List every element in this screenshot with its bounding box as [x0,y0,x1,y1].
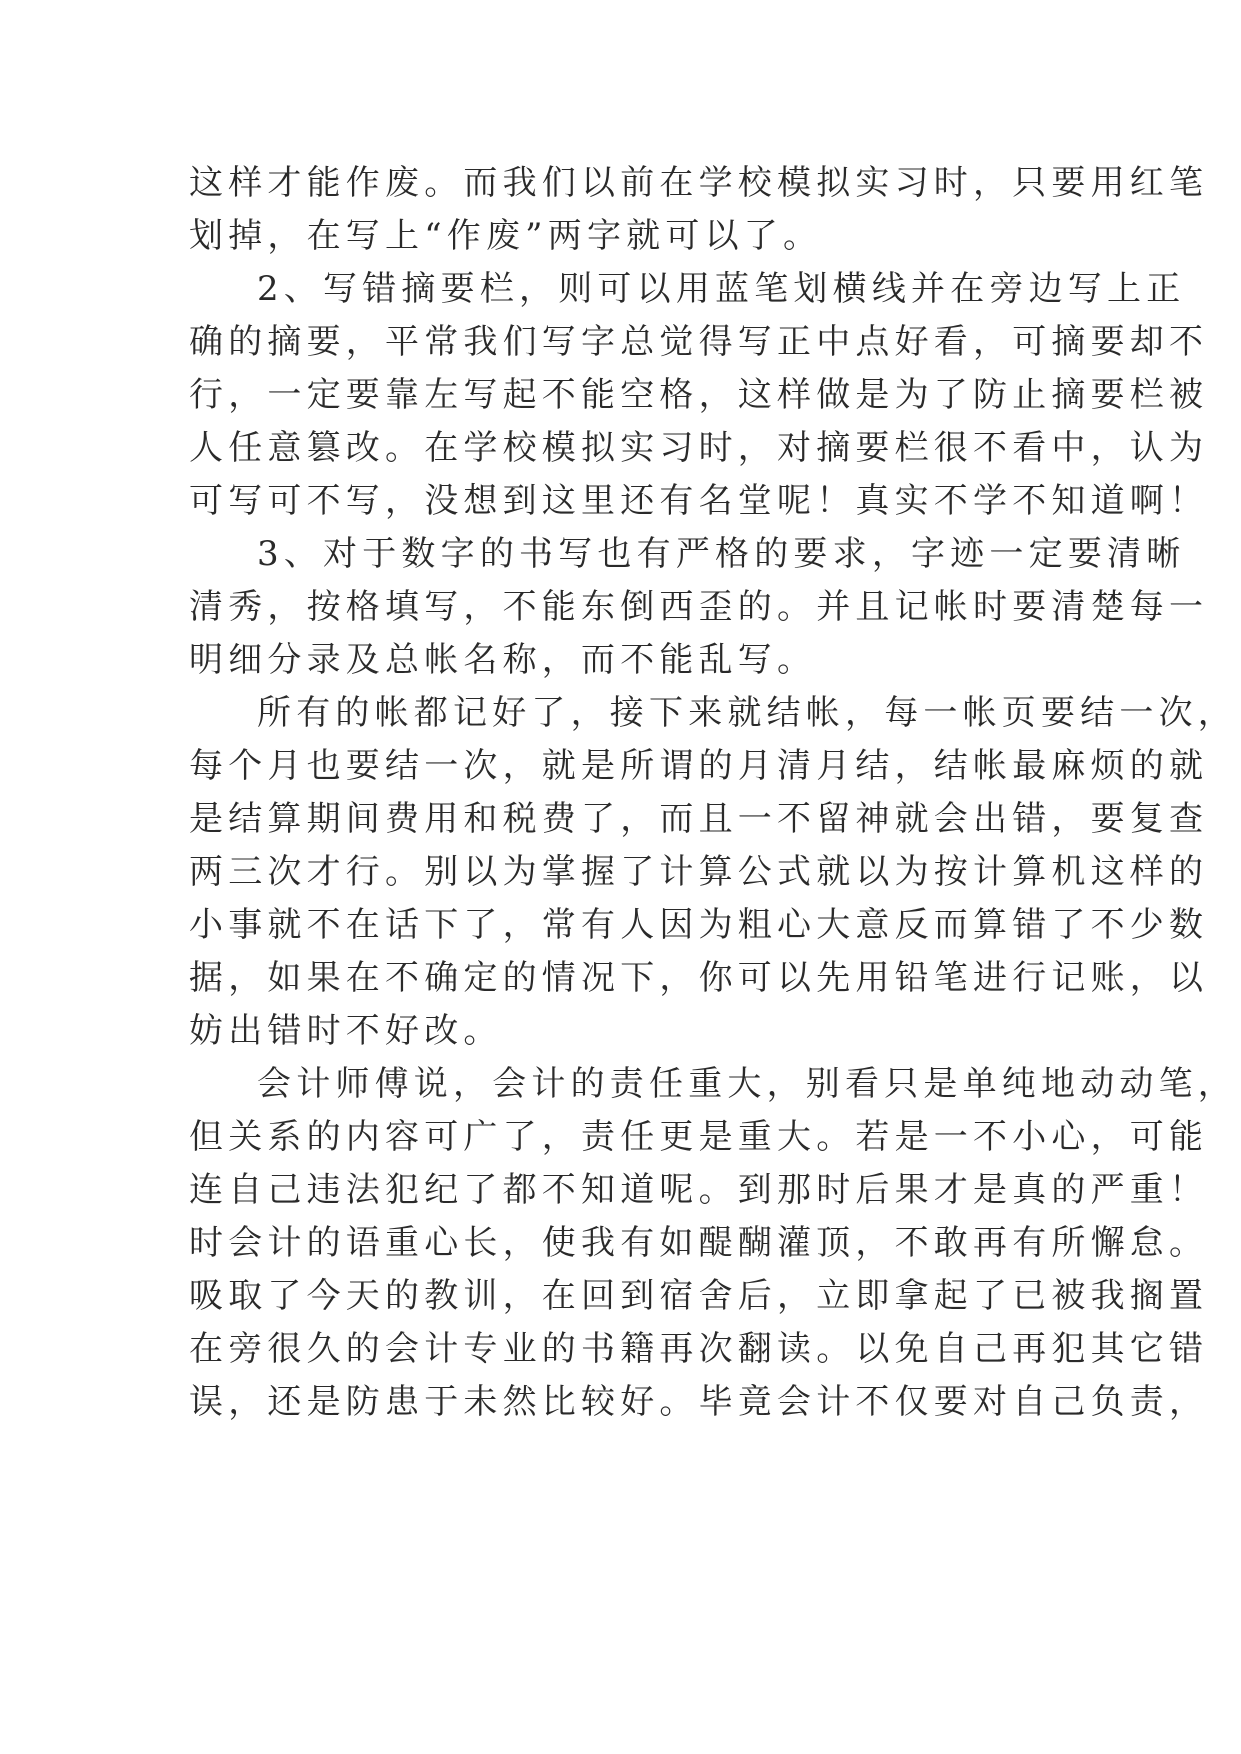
text-line: 吸取了今天的教训，在回到宿舍后，立即拿起了已被我搁置 [189,1276,1209,1316]
text-line: 3、对于数字的书写也有严格的要求，字迹一定要清晰 [257,534,1186,574]
text-line: 划掉，在写上“作废”两字就可以了。 [189,216,823,256]
text-line: 两三次才行。别以为掌握了计算公式就以为按计算机这样的 [189,852,1209,892]
text-line: 小事就不在话下了，常有人因为粗心大意反而算错了不少数 [189,905,1209,945]
text-line: 可写可不写，没想到这里还有名堂呢！真实不学不知道啊！ [189,481,1209,521]
text-line: 在旁很久的会计专业的书籍再次翻读。以免自己再犯其它错 [189,1329,1209,1369]
text-line: 这样才能作废。而我们以前在学校模拟实习时，只要用红笔 [189,163,1209,203]
text-line: 据，如果在不确定的情况下，你可以先用铅笔进行记账，以 [189,958,1209,998]
text-line: 清秀，按格填写，不能东倒西歪的。并且记帐时要清楚每一 [189,587,1209,627]
text-line: 所有的帐都记好了，接下来就结帐，每一帐页要结一次， [257,693,1237,733]
text-line: 每个月也要结一次，就是所谓的月清月结，结帐最麻烦的就 [189,746,1209,786]
text-line: 误，还是防患于未然比较好。毕竟会计不仅要对自己负责， [189,1382,1209,1422]
text-line: 会计师傅说，会计的责任重大，别看只是单纯地动动笔， [257,1064,1237,1104]
text-line: 是结算期间费用和税费了，而且一不留神就会出错，要复查 [189,799,1209,839]
text-line: 但关系的内容可广了，责任更是重大。若是一不小心，可能 [189,1117,1209,1157]
text-line: 行，一定要靠左写起不能空格，这样做是为了防止摘要栏被 [189,375,1209,415]
text-line: 人任意篡改。在学校模拟实习时，对摘要栏很不看中，认为 [189,428,1209,468]
text-line: 确的摘要，平常我们写字总觉得写正中点好看，可摘要却不 [189,322,1209,362]
text-line: 连自己违法犯纪了都不知道呢。到那时后果才是真的严重！ [189,1170,1209,1210]
text-line: 明细分录及总帐名称，而不能乱写。 [189,640,817,680]
document-body [189,157,1237,1429]
text-line: 时会计的语重心长，使我有如醍醐灌顶，不敢再有所懈怠。 [189,1223,1209,1263]
text-line: 妨出错时不好改。 [189,1011,503,1051]
text-line: 2、写错摘要栏，则可以用蓝笔划横线并在旁边写上正 [257,269,1186,309]
